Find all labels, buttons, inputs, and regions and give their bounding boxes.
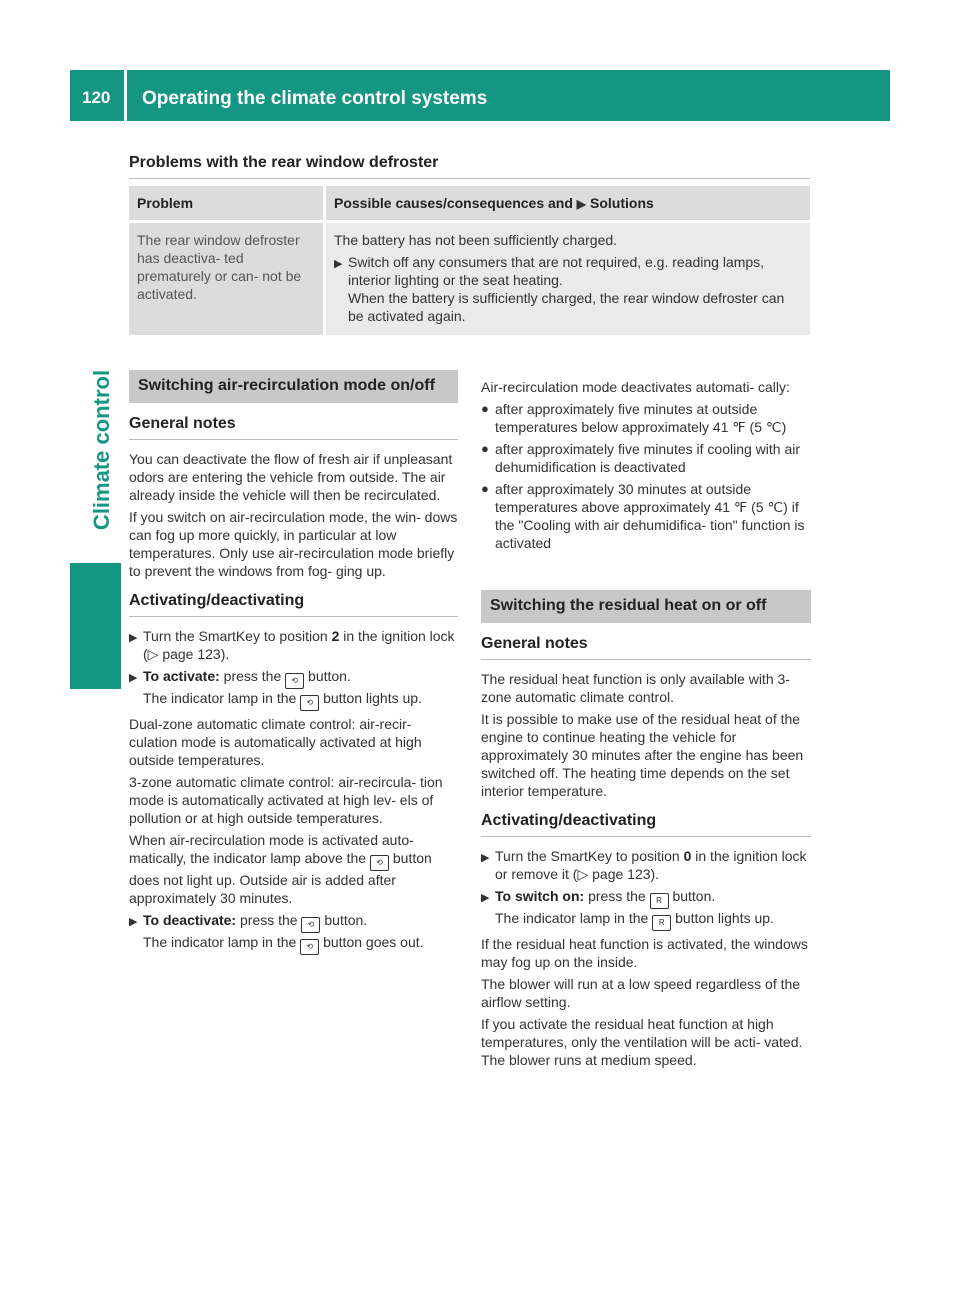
- solution-cell: [326, 220, 810, 335]
- instruction-step: ▶ Turn the SmartKey to position 0 in the ignition lock or remove it (▷ page 123).: [481, 848, 807, 882]
- side-tab-label: Climate control: [89, 369, 114, 531]
- table-row: [129, 220, 810, 335]
- paragraph: You can deactivate the flow of fresh air if unpleasant odors are entering the vehicle from outside. The air already inside the vehicle will then be recirculated.: [129, 451, 453, 503]
- paragraph: 3-zone automatic climate control: air-recircula- tion mode is automatically activated at high lev- els of pollution or at high outside temperatures.: [129, 774, 443, 826]
- instruction-step: ▶ Turn the SmartKey to position 2 in the ignition lock (▷ page 123).: [129, 628, 455, 662]
- paragraph: It is possible to make use of the residual heat of the engine to continue heating the vehicle for approximately 30 minutes after the engine has been switched off. The heating time depends on the set interior temperature.: [481, 711, 804, 799]
- side-tab-marker: [70, 563, 121, 689]
- air-recirculation-box-title: Switching air-recirculation mode on/off: [129, 370, 458, 403]
- recirculation-button-icon: ⟲: [300, 939, 319, 955]
- paragraph: When air-recirculation mode is activated auto- matically, the indicator lamp above the ⟲ button does not light up. Outside air is added after approximately 30 minutes.: [129, 832, 432, 906]
- recirculation-button-icon: ⟲: [285, 673, 304, 689]
- problems-table: [129, 186, 810, 335]
- section-title: Problems with the rear window defroster: [129, 154, 439, 171]
- arrow-icon: ▶: [576, 197, 587, 211]
- list-item: ● after approximately five minutes if cooling with air dehumidification is deactivated: [481, 441, 801, 475]
- arrow-icon: ▶: [129, 672, 138, 684]
- header-divider: [124, 70, 127, 121]
- instruction-step: ▶ To switch on: press the R button. The indicator lamp in the R button lights up.: [481, 887, 811, 931]
- page-number: 120: [82, 88, 111, 107]
- paragraph: Air-recirculation mode deactivates automati- cally:: [481, 379, 790, 395]
- recirculation-button-icon: ⟲: [300, 695, 319, 711]
- paragraph: The blower will run at a low speed regardless of the airflow setting.: [481, 976, 801, 1010]
- section-rule: [129, 178, 810, 179]
- paragraph: If you switch on air-recirculation mode, the win- dows can fog up more quickly, in particular at low temperatures. Only use air-recirculation mode briefly to prevent the windows from fog- ging up.: [129, 509, 458, 579]
- rest-button-icon: R: [650, 893, 669, 909]
- paragraph: If you activate the residual heat function at high temperatures, only the ventilation will be acti- vated. The blower runs at medium speed.: [481, 1016, 803, 1068]
- table-header-problem: Problem: [129, 186, 326, 220]
- problem-cell: The rear window defroster has deactiva- ted prematurely or can- not be activated.: [129, 220, 326, 335]
- general-notes-heading: General notes: [481, 635, 811, 660]
- residual-heat-box-title: Switching the residual heat on or off: [481, 590, 811, 623]
- arrow-icon: ▶: [481, 892, 490, 904]
- arrow-icon: ▶: [481, 852, 490, 864]
- recirculation-button-icon: ⟲: [301, 917, 320, 933]
- instruction-step: ▶ To deactivate: press the ⟲ button. The indicator lamp in the ⟲ button goes out.: [129, 911, 458, 955]
- list-item: ● after approximately five minutes at outside temperatures below approximately 41 ℉ (5 ℃): [481, 401, 787, 435]
- arrow-icon: ▶: [334, 258, 343, 270]
- page-title: Operating the climate control systems: [142, 88, 488, 109]
- bullet-icon: ●: [481, 441, 489, 456]
- activating-heading: Activating/deactivating: [481, 812, 811, 837]
- recirculation-button-icon: ⟲: [370, 855, 389, 871]
- arrow-icon: ▶: [129, 632, 138, 644]
- paragraph: Dual-zone automatic climate control: air-recir- culation mode is automatically activated at high outside temperatures.: [129, 716, 422, 768]
- instruction-step: ▶ To activate: press the ⟲ button. The indicator lamp in the ⟲ button lights up.: [129, 667, 458, 711]
- activating-heading: Activating/deactivating: [129, 592, 458, 617]
- solution-step: ▶ Switch off any consumers that are not required, e.g. reading lamps, interior lighting or the seat heating. When the battery is sufficiently charged, the rear window defroster can be activated again.: [334, 254, 785, 324]
- left-column: [129, 370, 458, 955]
- paragraph: The residual heat function is only available with 3-zone automatic climate control.: [481, 671, 790, 705]
- right-column: [481, 378, 811, 1069]
- list-item: ● after approximately 30 minutes at outside temperatures above approximately 41 ℉ (5 ℃) if the "Cooling with air dehumidifica- tion" function is activated: [481, 481, 805, 551]
- general-notes-heading: General notes: [129, 415, 458, 440]
- cause-text: The battery has not been sufficiently charged.: [334, 232, 618, 248]
- bullet-icon: ●: [481, 401, 489, 416]
- arrow-icon: ▶: [129, 916, 138, 928]
- table-header-solutions: Possible causes/consequences and ▶ Solutions: [326, 186, 810, 220]
- paragraph: If the residual heat function is activated, the windows may fog up on the inside.: [481, 936, 808, 970]
- bullet-icon: ●: [481, 481, 489, 496]
- rest-button-icon: R: [652, 915, 671, 931]
